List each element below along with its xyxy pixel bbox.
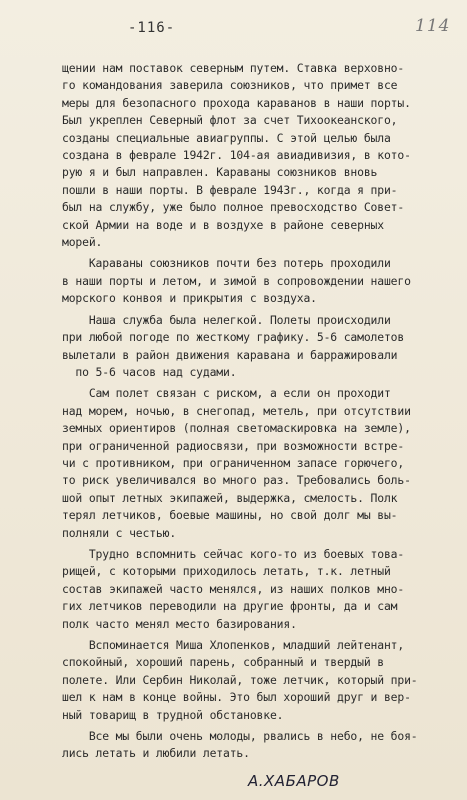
- text-line: полк часто менял место базирования.: [62, 616, 297, 631]
- text-line: Караваны союзников почти без потерь проходили: [62, 256, 391, 271]
- text-line: над морем, ночью, в снегопад, метель, при отсутствии: [62, 403, 411, 418]
- text-line: при ограниченной радиосвязи, при возможности встре-: [62, 438, 405, 453]
- text-line: Трудно вспомнить сейчас кого-то из боевых това-: [62, 546, 405, 561]
- text-line: вылетали в район движения каравана и барражировали: [62, 347, 398, 362]
- handwritten-signature: А.ХАБАРОВ: [248, 772, 340, 790]
- paragraph: [62, 546, 454, 633]
- text-line: состав экипажей часто менялся, из наших полков мно-: [62, 581, 405, 596]
- text-line: гих летчиков переводили на другие фронты, да и сам: [62, 599, 398, 614]
- text-line: по 5-6 часов над судами.: [62, 364, 237, 379]
- text-line: шел к нам в конце войны. Это был хороший друг и вер-: [62, 690, 411, 705]
- text-line: го командования заверила союзников, что примет все: [62, 78, 398, 93]
- text-line: Все мы были очень молоды, рвались в небо, не боя-: [62, 729, 418, 744]
- text-line: при любой погоде по жесткому графику. 5-6 самолетов: [62, 330, 405, 345]
- text-line: спокойный, хороший парень, собранный и твердый в: [62, 655, 384, 670]
- text-line: щении нам поставок северным путем. Ставка верховно-: [62, 61, 405, 75]
- text-line: рищей, с которыми приходилось летать, т.к. летный: [62, 564, 391, 579]
- text-line: был на службу, уже было полное превосходство Совет-: [62, 200, 405, 215]
- text-line: шой опыт летных экипажей, выдержка, смелость. Полк: [62, 490, 398, 505]
- text-line: Наша служба была нелегкой. Полеты происходили: [62, 312, 391, 327]
- paragraph: [62, 385, 454, 542]
- body-text: [62, 60, 454, 763]
- paragraph: [62, 728, 454, 763]
- text-line: земных ориентиров (полная светомаскировка на земле),: [62, 421, 411, 436]
- text-line: создана в феврале 1942г. 104-ая авиадивизия, в кото-: [62, 148, 411, 163]
- text-line: в наши порты и летом, и зимой в сопровождении нашего: [62, 273, 411, 288]
- text-line: Был укреплен Северный флот за счет Тихоокеанского,: [62, 113, 398, 128]
- text-line: полете. Или Сербин Николай, тоже летчик, который при-: [62, 672, 418, 687]
- text-line: морского конвоя и прикрытия с воздуха.: [62, 291, 317, 306]
- text-line: морей.: [62, 235, 103, 250]
- archive-number: 114: [415, 16, 451, 36]
- text-line: полняли с честью.: [62, 525, 177, 540]
- text-line: то риск увеличивался во много раз. Требовались боль-: [62, 473, 411, 488]
- text-line: Вспоминается Миша Хлопенков, младший лейтенант,: [62, 638, 405, 652]
- text-line: меры для безопасного прохода караванов в наши порты.: [62, 95, 411, 110]
- paragraph: [62, 637, 454, 724]
- paragraph: [62, 312, 454, 382]
- paragraph: [62, 255, 454, 307]
- paragraph: [62, 60, 454, 251]
- text-line: терял летчиков, боевые машины, но свой долг мы вы-: [62, 508, 398, 523]
- text-line: ный товарищ в трудной обстановке.: [62, 707, 284, 722]
- text-line: Сам полет связан с риском, а если он проходит: [62, 386, 391, 401]
- text-line: лись летать и любили летать.: [62, 746, 250, 761]
- text-line: рую я и был направлен. Караваны союзников вновь: [62, 165, 378, 180]
- text-line: ской Армии на воде и в воздухе в районе северных: [62, 217, 384, 232]
- page-number: -116-: [128, 20, 176, 36]
- text-line: чи с противником, при ограниченном запасе горючего,: [62, 455, 405, 470]
- text-line: пошли в наши порты. В феврале 1943г., когда я при-: [62, 182, 398, 197]
- text-line: созданы специальные авиагруппы. С этой целью была: [62, 130, 391, 145]
